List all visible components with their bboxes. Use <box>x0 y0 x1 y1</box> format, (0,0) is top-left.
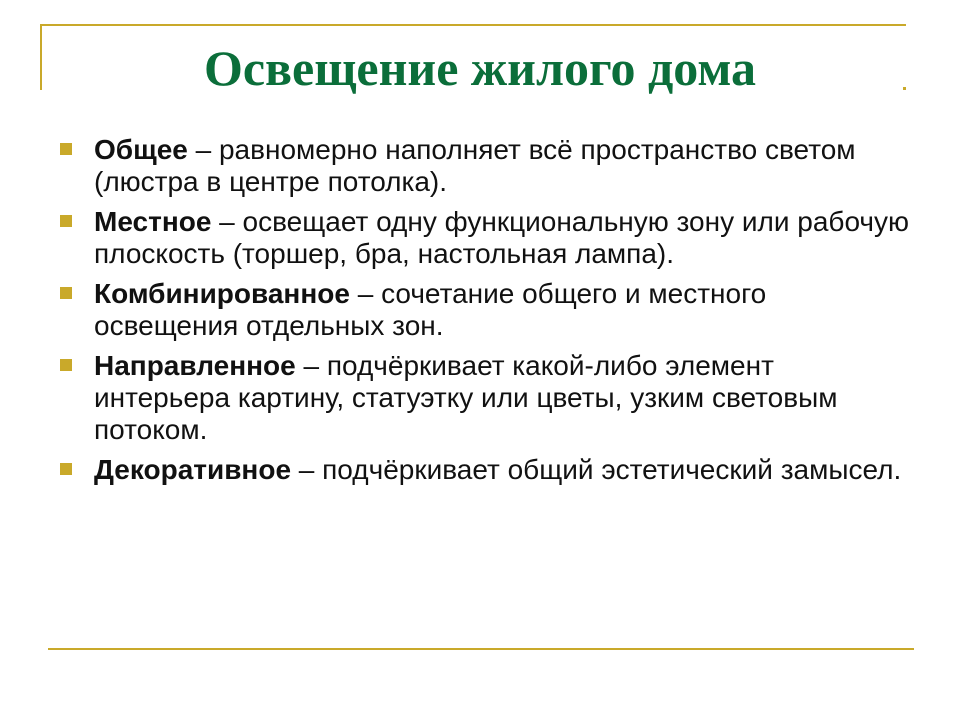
bullet-text: – подчёркивает какой-либо элемент интерьера картину, статуэтку или цветы, узким световым потоком. <box>94 350 838 445</box>
bullet-term: Направленное <box>94 350 296 381</box>
bullet-item-local <box>60 206 910 270</box>
square-bullet-icon <box>60 463 72 475</box>
bullet-text: – сочетание общего и местного освещения отдельных зон. <box>94 278 767 341</box>
bullet-term: Комбинированное <box>94 278 350 309</box>
square-bullet-icon <box>60 287 72 299</box>
bullet-text: – освещает одну функциональную зону или рабочую плоскость (торшер, бра, настольная лампа). <box>94 206 909 269</box>
frame-line-bottom <box>48 648 914 650</box>
bullet-term: Декоративное <box>94 454 292 485</box>
square-bullet-icon <box>60 215 72 227</box>
bullet-term: Местное <box>94 206 212 237</box>
slide-title: Освещение жилого дома <box>203 40 757 96</box>
bullet-item-decorative <box>60 454 910 486</box>
bullet-item-combined <box>60 278 910 342</box>
bullet-text: – подчёркивает общий эстетический замысел. <box>291 454 902 485</box>
bullet-term: Общее <box>94 134 188 165</box>
bullet-list <box>60 134 910 494</box>
bullet-text: – равномерно наполняет всё пространство светом (люстра в центре потолка). <box>94 134 856 197</box>
bullet-item-general <box>60 134 910 198</box>
square-bullet-icon <box>60 359 72 371</box>
bullet-item-directed <box>60 350 910 446</box>
frame-line-top <box>40 24 906 26</box>
square-bullet-icon <box>60 143 72 155</box>
